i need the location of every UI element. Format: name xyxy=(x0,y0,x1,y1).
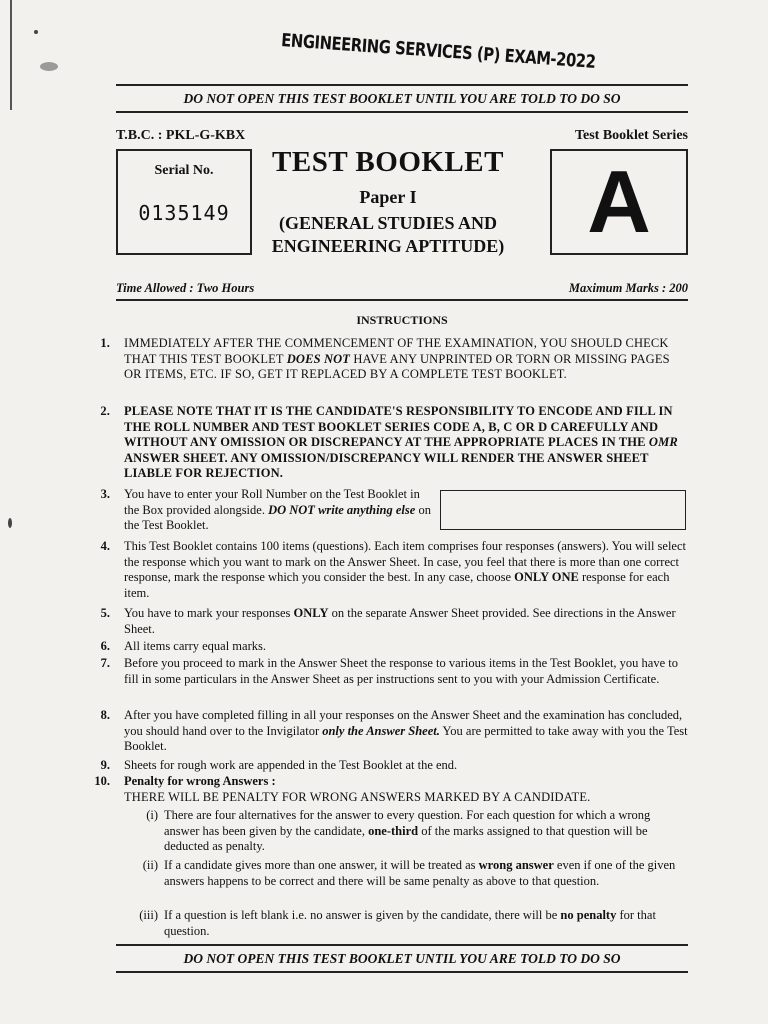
instruction-item xyxy=(82,539,688,601)
scan-speck xyxy=(40,62,58,71)
penalty-statement: THERE WILL BE PENALTY FOR WRONG ANSWERS MARKED BY A CANDIDATE. xyxy=(124,789,591,804)
top-rule-lower xyxy=(116,111,688,113)
penalty-subitem xyxy=(124,908,688,939)
instruction-item xyxy=(82,404,688,482)
penalty-heading: Penalty for wrong Answers : xyxy=(124,774,276,788)
series-label: Test Booklet Series xyxy=(574,128,688,143)
bottom-rule xyxy=(116,944,688,946)
item-number: 8. xyxy=(100,708,110,722)
subitem-number: (i) xyxy=(146,808,158,822)
item-text: All items carry equal marks. xyxy=(124,639,266,653)
time-allowed: Time Allowed : Two Hours xyxy=(116,281,255,295)
instruction-item xyxy=(82,774,688,805)
item-text: IMMEDIATELY AFTER THE COMMENCEMENT OF THE EXAMINATION, YOU SHOULD CHECK THAT THIS TEST BOOKLET DOES NOT HAVE ANY UNPRINTED OR TORN OR MISSING PAGES OR ITEMS, ETC. IF SO, GET IT REPLACED BY A COMPLETE TEST BOOKLET. xyxy=(124,336,670,382)
paper-number: Paper I xyxy=(359,187,417,207)
item-text: PLEASE NOTE THAT IT IS THE CANDIDATE'S RESPONSIBILITY TO ENCODE AND FILL IN THE ROLL NUMBER AND TEST BOOKLET SERIES CODE A, B, C OR D CAREFULLY AND WITHOUT ANY OMISSION OR DISCREPANCY AT THE APPROPRIATE PLACES IN THE OMR ANSWER SHEET. ANY OMISSION/DISCREPANCY WILL RENDER THE ANSWER SHEET LIABLE FOR REJECTION. xyxy=(124,404,678,481)
top-rule xyxy=(116,84,688,86)
instruction-item xyxy=(82,758,688,774)
bottom-rule-lower xyxy=(116,971,688,973)
item-text: Sheets for rough work are appended in the Test Booklet at the end. xyxy=(124,758,458,772)
paper-subject xyxy=(256,212,520,258)
instruction-item xyxy=(82,639,688,655)
serial-number: 0135149 xyxy=(138,201,230,225)
item-number: 9. xyxy=(100,758,110,772)
item-number: 1. xyxy=(100,336,110,350)
item-number: 6. xyxy=(100,639,110,653)
instruction-item xyxy=(82,606,688,637)
item-number: 5. xyxy=(100,606,110,620)
item-number: 3. xyxy=(100,487,110,501)
series-code-box xyxy=(550,149,688,255)
scan-speck xyxy=(34,30,38,34)
subject-line-2: ENGINEERING APTITUDE) xyxy=(271,236,505,256)
title-block xyxy=(256,146,520,258)
roll-number-box[interactable] xyxy=(440,490,686,530)
instruction-item xyxy=(82,487,432,534)
tbc-code: T.B.C. : PKL-G-KBX xyxy=(116,128,246,143)
series-letter: A xyxy=(587,152,651,251)
instruction-item xyxy=(82,708,688,755)
instruction-item xyxy=(82,336,688,383)
header-bottom-rule xyxy=(116,299,688,301)
scan-speck xyxy=(8,518,12,528)
bottom-warning-banner: DO NOT OPEN THIS TEST BOOKLET UNTIL YOU ARE TOLD TO DO SO xyxy=(183,951,621,966)
subitem-number: (ii) xyxy=(142,858,158,872)
penalty-subitem xyxy=(124,858,688,889)
instructions-heading: INSTRUCTIONS xyxy=(356,313,448,327)
item-text: You have to enter your Roll Number on the Test Booklet in the Box provided alongside. DO NOT write anything else on the Test Booklet. xyxy=(124,487,431,533)
item-number: 10. xyxy=(94,774,110,788)
booklet-title: TEST BOOKLET xyxy=(272,146,504,178)
item-text: After you have completed filling in all your responses on the Answer Sheet and the examination has concluded, you should hand over to the Invigilator only the Answer Sheet. You are permitted to take away with you the Test Booklet. xyxy=(124,708,688,754)
item-text: Before you proceed to mark in the Answer Sheet the response to various items in the Test Booklet, you have to fill in some particulars in the Answer Sheet as per instructions sent to you with your Admission Certificate. xyxy=(124,656,678,686)
maximum-marks: Maximum Marks : 200 xyxy=(568,281,688,295)
item-text: You have to mark your responses ONLY on the separate Answer Sheet provided. See directions in the Answer Sheet. xyxy=(124,606,676,636)
item-text: This Test Booklet contains 100 items (questions). Each item comprises four responses (answers). You will select the response which you want to mark on the Answer Sheet. In case, you feel that there is more than one correct response, mark the response which you consider the best. In any case, choose ONLY ONE response for each item. xyxy=(124,539,686,600)
subitem-text: There are four alternatives for the answer to every question. For each question for which a wrong answer has been given by the candidate, one-third of the marks assigned to that question will be deducted as penalty. xyxy=(164,808,651,854)
item-number: 4. xyxy=(100,539,110,553)
item-text xyxy=(124,774,688,805)
exam-title: ENGINEERING SERVICES (P) EXAM-2022 xyxy=(280,30,597,73)
top-warning-banner: DO NOT OPEN THIS TEST BOOKLET UNTIL YOU ARE TOLD TO DO SO xyxy=(183,91,621,106)
item-number: 2. xyxy=(100,404,110,418)
instruction-item xyxy=(82,656,688,687)
serial-number-box xyxy=(116,149,252,255)
subitem-number: (iii) xyxy=(139,908,158,922)
serial-label: Serial No. xyxy=(154,163,214,178)
scan-margin-mark xyxy=(10,0,12,110)
penalty-subitem xyxy=(124,808,688,855)
subject-line-1: (GENERAL STUDIES AND xyxy=(278,213,498,233)
subitem-text: If a question is left blank i.e. no answer is given by the candidate, there will be no penalty for that question. xyxy=(164,908,656,938)
item-number: 7. xyxy=(100,656,110,670)
subitem-text: If a candidate gives more than one answer, it will be treated as wrong answer even if one of the given answers happens to be correct and there will be same penalty as above to that question. xyxy=(164,858,676,888)
